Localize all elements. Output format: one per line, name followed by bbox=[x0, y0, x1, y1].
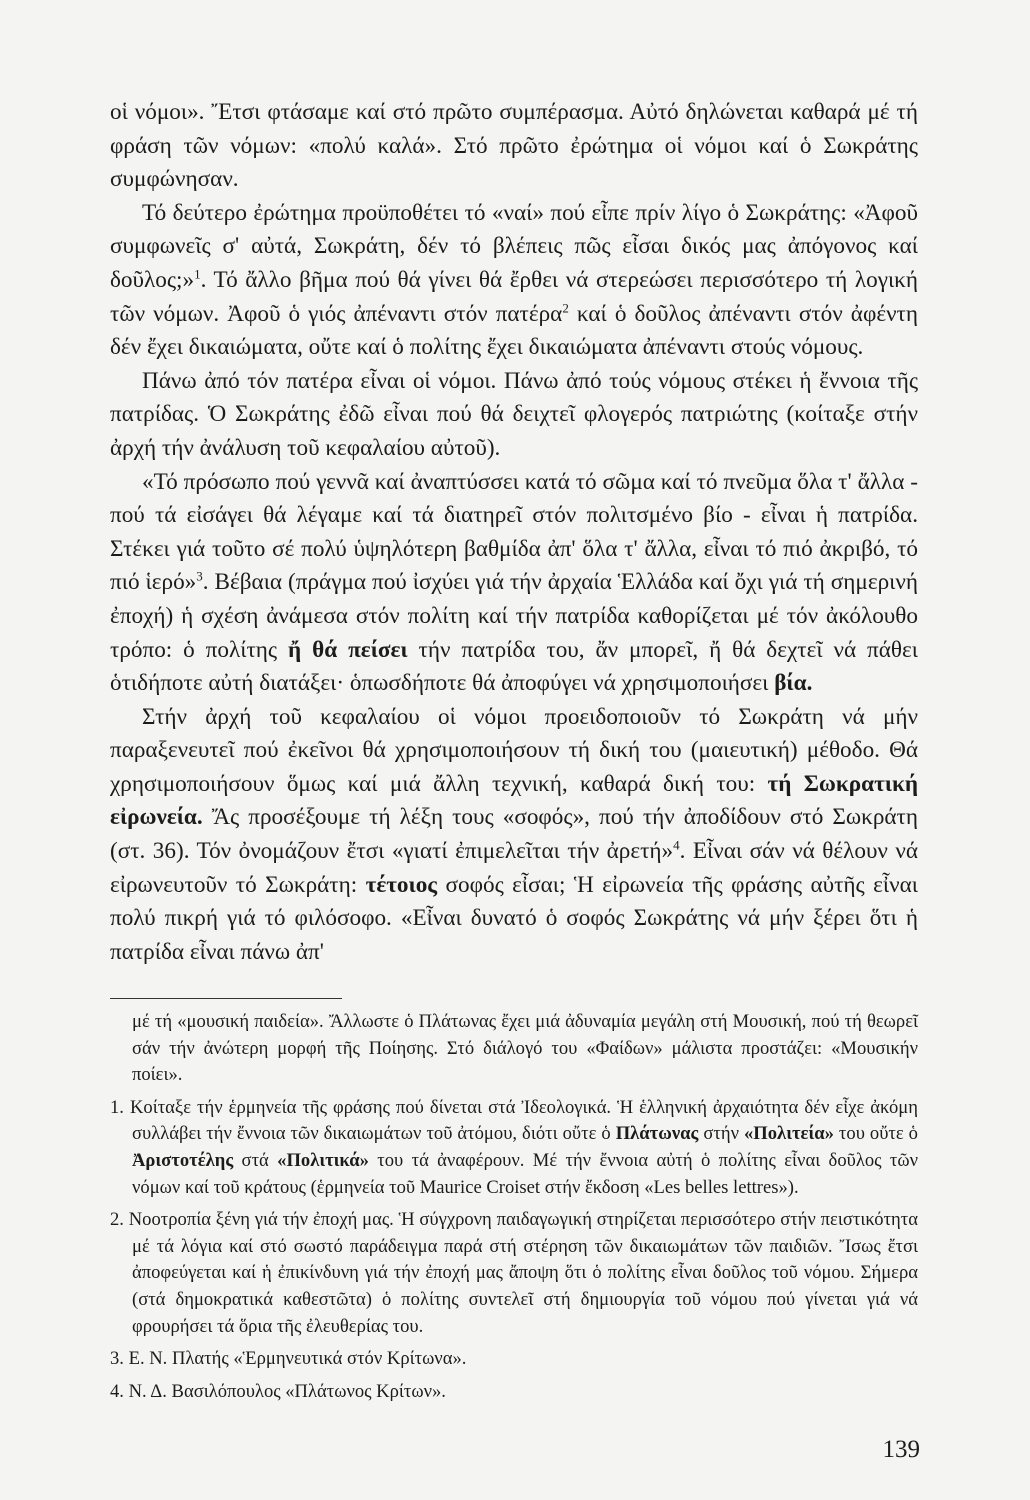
page-number: 139 bbox=[882, 1436, 920, 1463]
text: . Βέβαια (πράγμα πού ἰσχύει γιά τήν ἀρχαία Ἑλλάδα καί ὄχι γιά τή σημερινή ἐποχή) ἡ σχέση ἀνάμεσα στόν πολίτη καί τήν πατρίδα καθορίζεται μέ τόν ἀκόλουθο τρόπο: ὁ πολίτης bbox=[110, 569, 918, 663]
bold-text: τέτοιος bbox=[365, 871, 438, 898]
bold-text: «Πολιτεία» bbox=[744, 1123, 834, 1145]
text: Νοοτροπία ξένη γιά τήν ἐποχή μας. Ἡ σύγχρονη παιδαγωγική στηρίζεται περισσότερο στήν πειστικότητα μέ τά λόγια καί στό σωστό παράδειγμα παρά στή στέρηση τῶν δικαιωμάτων τῶν παιδιῶν. Ἴσως ἔτσι ἀποφεύγεται καί ἡ ἐπικίνδυνη γιά τήν ἐποχή μας ἄποψη ὅτι ὁ πολίτης εἶναι δοῦλος τοῦ νόμου. Σήμερα (στά δημοκρατικά καθεστῶτα) ὁ πολίτης συντελεῖ στή δημιουργία τοῦ νόμου πού γίνεται γιά νά φρουρήσει τά ὅρια τῆς ἐλευθερίας του. bbox=[123, 1209, 918, 1337]
text: του τά ἀναφέρουν. Μέ τήν ἔννοια αὐτή ὁ πολίτης εἶναι δοῦλος τῶν νόμων καί τοῦ κράτους (ἑρμηνεία τοῦ Maurice Croiset στήν ἔκδοση «Les belles lettres»). bbox=[132, 1149, 918, 1198]
text: Κοίταξε τήν ἑρμηνεία τῆς φράσης πού δίνεται στά Ἰδεολογικά. Ἡ ἑλληνική ἀρχαιότητα δέν εἶχε ἀκόμη συλλάβει τήν ἔννοια τῶν δικαιωμάτων τοῦ ἀτόμου, διότι οὔτε ὁ bbox=[123, 1096, 918, 1145]
footnote-2 bbox=[110, 1207, 918, 1340]
text: . Εἶναι σάν νά θέλουν νά εἰρωνευτοῦν τό Σωκράτη: bbox=[110, 838, 918, 898]
footnote-ref-3[interactable]: 3 bbox=[196, 568, 203, 584]
main-text bbox=[110, 96, 918, 969]
footnote-ref-1[interactable]: 1 bbox=[194, 266, 201, 282]
text: Ε. Ν. Πλατής «Ἑρμηνευτικά στόν Κρίτωνα». bbox=[123, 1348, 467, 1370]
text: καί ὁ δοῦλος ἀπέναντι στόν ἀφέντη δέν ἔχει δικαιώματα, οὔτε καί ὁ πολίτης ἔχει δικαιώματα ἀπέναντι στούς νόμους. bbox=[110, 300, 918, 361]
bold-text: ἤ θά πείσει bbox=[288, 636, 408, 663]
footnote-1 bbox=[110, 1095, 918, 1201]
text: στήν bbox=[698, 1123, 744, 1145]
footnote-number: 2. bbox=[110, 1209, 124, 1231]
paragraph-4 bbox=[110, 466, 918, 701]
bold-text: «Πολιτικά» bbox=[277, 1149, 369, 1171]
text: Στήν ἀρχή τοῦ κεφαλαίου οἱ νόμοι προειδοποιοῦν τό Σωκράτη νά μήν παραξενευτεῖ πού ἐκεῖνοι θά χρησιμοποιήσουν τή δική του (μαιευτική) μέθοδο. Θά χρησιμοποιήσουν ὅμως καί μιά ἄλλη τεχνική, καθαρά δική του: bbox=[110, 703, 918, 797]
footnote-number: 4. bbox=[110, 1380, 124, 1402]
text: . Τό ἄλλο βῆμα πού θά γίνει θά ἔρθει νά στερεώσει περισσότερο τή λογική τῶν νόμων. Ἀφοῦ ὁ γιός ἀπέναντι στόν πατέρα bbox=[110, 266, 918, 327]
footnote-number: 3. bbox=[110, 1348, 124, 1370]
paragraph-1 bbox=[110, 96, 918, 197]
paragraph-3 bbox=[110, 365, 918, 466]
footnote-4 bbox=[110, 1379, 918, 1406]
footnote-3 bbox=[110, 1346, 918, 1373]
bold-text: τή Σωκρατική εἰρωνεία. bbox=[110, 770, 918, 831]
bold-text: Πλάτωνας bbox=[615, 1123, 699, 1145]
footnote-number: 1. bbox=[110, 1096, 124, 1118]
text: στά bbox=[233, 1149, 278, 1171]
paragraph-5 bbox=[110, 701, 918, 970]
footnote-ref-2[interactable]: 2 bbox=[562, 299, 569, 315]
text: τήν πατρίδα του, ἄν μπορεῖ, ἤ θά δεχτεῖ νά πάθει ὁτιδήποτε αὐτή διατάξει· ὁπωσδήποτε θά ἀποφύγει νά χρησιμοποιήσει bbox=[110, 636, 918, 697]
text: Ν. Δ. Βασιλόπουλος «Πλάτωνος Κρίτων». bbox=[123, 1380, 446, 1402]
footnote-continuation: μέ τή «μουσική παιδεία». Ἄλλωστε ὁ Πλάτωνας ἔχει μιά ἀδυναμία μεγάλη στή Μουσική, πού τή θεωρεῖ σάν τήν ἀνώτερη μορφή τῆς Ποίησης. Στό διάλογό του «Φαίδων» μάλιστα προστάζει: «Μουσικήν ποίει». bbox=[132, 1011, 918, 1086]
footnotes bbox=[110, 1009, 918, 1405]
footnote-divider bbox=[110, 998, 342, 999]
text: σοφός εἶσαι; Ἡ εἰρωνεία τῆς φράσης αὐτῆς εἶναι πολύ πικρή γιά τό φιλόσοφο. «Εἶναι δυνατό ὁ σοφός Σωκράτης νά μήν ξέρει ὅτι ἡ πατρίδα εἶναι πάνω ἀπ' bbox=[110, 871, 918, 965]
footnote-ref-4[interactable]: 4 bbox=[673, 837, 680, 853]
bold-text: βία. bbox=[774, 670, 813, 697]
text: του οὔτε ὁ bbox=[833, 1123, 918, 1145]
text: οἱ νόμοι». Ἔτσι φτάσαμε καί στό πρῶτο συμπέρασμα. Αὐτό δηλώνεται καθαρά μέ τή φράση τῶν νόμων: «πολύ καλά». Στό πρῶτο ἐρώτημα οἱ νόμοι καί ὁ Σωκράτης συμφώνησαν. bbox=[110, 99, 918, 193]
text: Τό δεύτερο ἐρώτημα προϋποθέτει τό «ναί» πού εἶπε πρίν λίγο ὁ Σωκράτης: «Ἀφοῦ συμφωνεῖς σ' αὐτά, Σωκράτη, δέν τό βλέπεις πῶς εἶσαι δικός μας ἀπόγονος καί δοῦλος;» bbox=[110, 199, 918, 293]
bold-text: Ἀριστοτέλης bbox=[132, 1149, 234, 1171]
text: «Τό πρόσωπο πού γεννᾶ καί ἀναπτύσσει κατά τό σῶμα καί τό πνεῦμα ὅλα τ' ἄλλα - πού τά εἰσάγει θά λέγαμε καί τά διατηρεῖ στόν πολιτσμένο βίο - εἶναι ἡ πατρίδα. Στέκει γιά τοῦτο σέ πολύ ὑψηλότερη βαθμίδα ἀπ' ὅλα τ' ἄλλα, εἶναι τό πιό ἀκριβό, τό πιό ἱερό» bbox=[110, 468, 918, 596]
paragraph-2 bbox=[110, 197, 918, 365]
text: Ἄς προσέξουμε τή λέξη τους «σοφός», πού τήν ἀποδίδουν στό Σωκράτη (στ. 36). Τόν ὀνομάζουν ἔτσι «γιατί ἐπιμελεῖται τήν ἀρετή» bbox=[110, 804, 918, 865]
text: Πάνω ἀπό τόν πατέρα εἶναι οἱ νόμοι. Πάνω ἀπό τούς νόμους στέκει ἡ ἔννοια τῆς πατρίδας. Ὁ Σωκράτης ἐδῶ εἶναι πού θά δειχτεῖ φλογερός πατριώτης (κοίταξε στήν ἀρχή τήν ἀνάλυση τοῦ κεφαλαίου αὐτοῦ). bbox=[110, 367, 918, 461]
